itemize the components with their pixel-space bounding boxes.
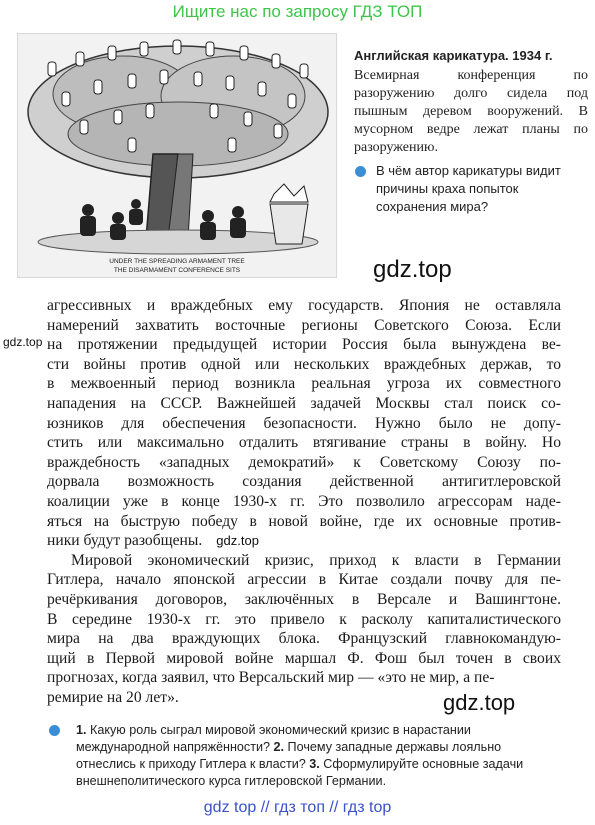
text-line: В середине 1930-х гг. это привело к расколу капиталистического: [47, 610, 561, 628]
q1-text: Какую роль сыграл мировой экономический кризис в нарастании международной напряжённости?: [76, 723, 471, 754]
text-line: в межвоенный период возникла реальная угроза их совместного: [47, 375, 561, 393]
text-line-last: [47, 531, 561, 551]
questions-bullet-icon: [49, 725, 60, 736]
caption-title: Английская карикатура. 1934 г.: [354, 48, 553, 63]
watermark-right-large: gdz.top: [373, 256, 452, 283]
text-line: Гитлера, начало японской агрессии в Китае создали почву для пе-: [47, 571, 561, 589]
q2-text: Почему западные державы лояльно отнеслись к приходу Гитлера к власти?: [76, 740, 502, 771]
text-line: нападения на СССР. Важнейшей задачей Москвы стал поиск со-: [47, 394, 561, 412]
text-line: прогнозах, когда заявил, что Версальский мир — «это не мир, а пе-: [47, 669, 495, 687]
main-text: [47, 296, 561, 707]
text-line: юзников для обеспечения безопасности. Нужно было не допу-: [47, 414, 561, 432]
q3-number: 3.: [309, 757, 320, 771]
text-line: ремирие на 20 лет».: [47, 688, 179, 706]
q2-number: 2.: [273, 740, 285, 754]
q1-number: 1.: [76, 723, 87, 737]
caption-question: В чём автор карикатуры видит причины краха попыток сохранения мира?: [376, 163, 561, 214]
top-banner: Ищите нас по запросу ГДЗ ТОП: [172, 2, 423, 21]
text-line: на протяжении предыдущей истории Россия была вынуждена ве-: [47, 336, 561, 354]
cartoon-caption-line1: UNDER THE SPREADING ARMAMENT TREE: [109, 258, 245, 265]
cartoon-illustration: [17, 33, 337, 278]
cartoon-drawing: [18, 34, 336, 277]
text-line: дорвала возможность создания действенной антигитлеровской: [47, 473, 561, 491]
text-line: речёркивания договоров, заключённых в Версале и Вашингтоне.: [47, 590, 561, 608]
text-line: щий в Первой мировой войне маршал Ф. Фош был точен в своих: [47, 649, 561, 667]
text-line-content: ники будут разобщены.: [47, 532, 203, 550]
watermark-inline: gdz.top: [216, 533, 259, 549]
text-line: стить или максимально отдалить втягивание страны в войну. Но: [47, 434, 561, 452]
watermark-right-bottom: gdz.top: [443, 690, 516, 715]
watermark-left-small: gdz.top: [3, 335, 43, 349]
footer-watermark: gdz top // гдз топ // гдз top: [203, 799, 392, 816]
cartoon-caption-line2: THE DISARMAMENT CONFERENCE SITS: [113, 267, 241, 274]
text-line: коалиции уже в конце 1930-х гг. Это позволило агрессорам наде-: [47, 492, 561, 510]
caption-bullet-icon: [355, 166, 366, 177]
text-line: Мировой экономический кризис, приход к власти в Германии: [71, 551, 561, 569]
review-questions: [76, 722, 558, 790]
q3-text: Сформулируйте основные задачи внешнеполитического курса гитлеровской Германии.: [76, 757, 524, 788]
text-line: яться на быструю победу в новой войне, где их основные против-: [47, 512, 561, 530]
text-line: агрессивных и враждебных ему государств. Япония не оставляла: [47, 297, 561, 314]
text-line: сти войны против одной или нескольких враждебных держав, то: [47, 355, 561, 373]
text-line: намерений захватить восточные регионы Советского Союза. Если: [47, 316, 561, 334]
text-line: враждебность «западных демократий» к Советскому Союзу по-: [47, 453, 561, 471]
text-line: мира на два враждующих блока. Французский главнокомандую-: [47, 630, 561, 648]
caption-text: Всемирная конференция по разоружению долго сидела под пышным деревом вооружений. В мусорном ведре лежат планы по разоружению.: [354, 68, 588, 155]
